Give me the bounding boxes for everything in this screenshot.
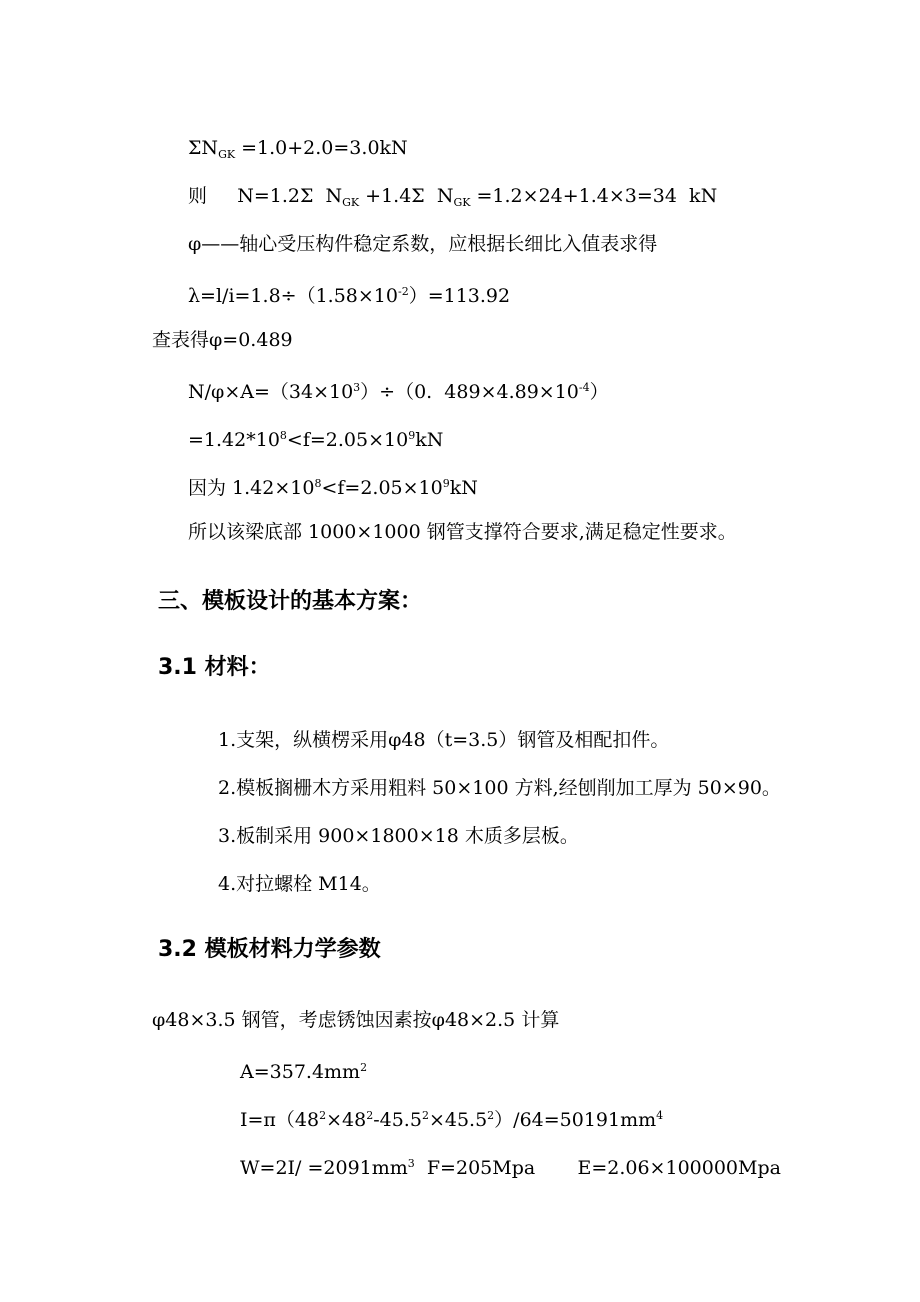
param-area: $A=357.4mm^2$ — [240, 1061, 368, 1083]
material-item-3: 3.板制采用 900×1800×18 木质多层板。 — [218, 825, 579, 847]
conclusion-line: 所以该梁底部 1000×1000 钢管支撑符合要求,满足稳定性要求。 — [188, 521, 737, 543]
material-item-1: 1.支架，纵横楞采用φ48（t=3.5）钢管及相配扣件。 — [218, 729, 670, 751]
formula-lambda: $\lambda=l/i=1.8\div(1.58\times 10^{-2})=113.92$ — [188, 285, 511, 307]
param-intro: φ48×3.5 钢管，考虑锈蚀因素按φ48×2.5 计算 — [152, 1009, 560, 1031]
table-lookup-phi: 查表得φ=0.489 — [152, 329, 293, 351]
because-line: 因为 $1.42\times 10^8<f=2.05\times 10^9kN$ — [188, 477, 478, 499]
formula-n-total: 则 N=1.2Σ $N_{GK} +1.4\Sigma$ $N_{GK} =1.2\times 24+1.4\times 3=34$ kN — [188, 185, 718, 209]
formula-stability: $N/\varphi\times A=(34\times 10^3)\div(0$. $489\times 4.89\times 10^{-4}$） — [188, 381, 609, 403]
param-inertia: $I=\pi(48^2\times 48^2-45.5^2\times 45.5^2)/64=50191mm^4$ — [240, 1109, 664, 1131]
material-item-4: 4.对拉螺栓 M14。 — [218, 873, 381, 895]
phi-definition: φ——轴心受压构件稳定系数，应根据长细比入值表求得 — [188, 233, 658, 255]
section-heading-3: 三、模板设计的基本方案： — [158, 589, 423, 614]
subsection-heading-3-2: 3.2 模板材料力学参数 — [158, 937, 381, 962]
formula-sum-ngk: $\Sigma N_{GK} =1.0+2.0=3.0kN$ — [188, 137, 408, 161]
material-item-2: 2.模板搁栅木方采用粗料 50×100 方料,经刨削加工厚为 50×90。 — [218, 777, 781, 799]
param-modulus: $W=2I/ =2091mm^3$ F=205Mpa E=2.06×100000Mpa — [240, 1157, 781, 1179]
formula-result: $=1.42*10^8<f=2.05\times 10^9kN$ — [188, 429, 444, 451]
subsection-heading-3-1: 3.1 材料： — [158, 655, 271, 680]
